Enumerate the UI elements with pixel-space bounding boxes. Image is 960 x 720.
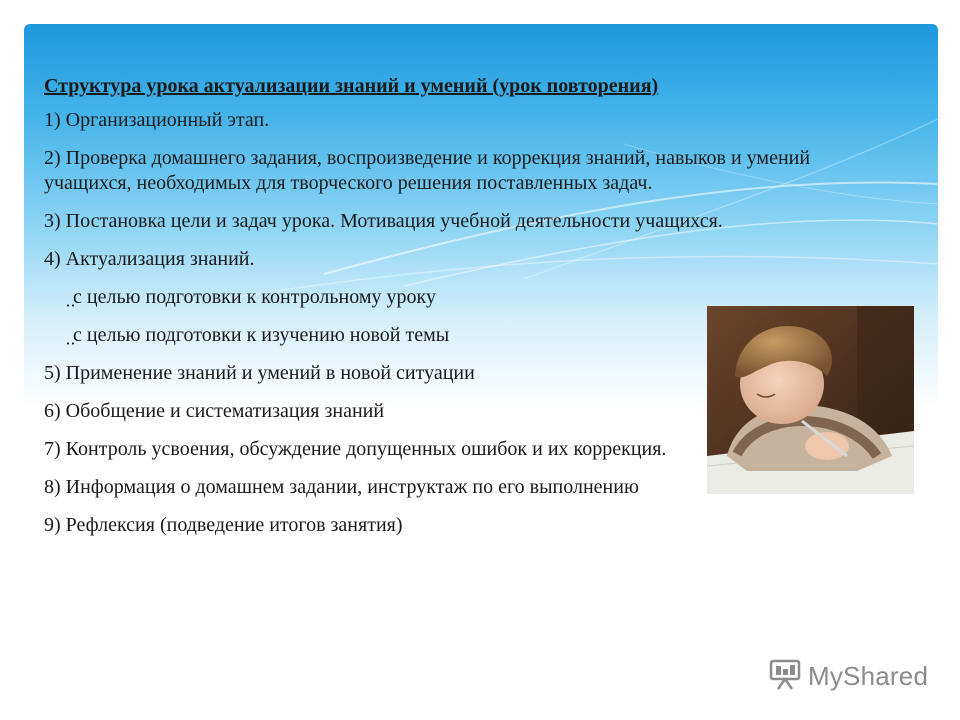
list-item-2: 2) Проверка домашнего задания, воспроизведение и коррекция знаний, навыков и умений учащихся, необходимых для творческого решения поставленных задач. bbox=[44, 147, 811, 194]
watermark-text: MyShared bbox=[808, 660, 929, 691]
presentation-icon bbox=[768, 657, 802, 696]
child-writing-photo bbox=[707, 306, 914, 494]
list-item-8: 8) Информация о домашнем задании, инструктаж по его выполнению bbox=[44, 476, 639, 498]
list-item-1: 1) Организационный этап. bbox=[44, 109, 270, 131]
watermark-logo bbox=[768, 658, 928, 694]
list-item-5: 5) Применение знаний и умений в новой ситуации bbox=[44, 362, 475, 384]
list-item-3: 3) Постановка цели и задач урока. Мотивация учебной деятельности учащихся. bbox=[44, 210, 723, 232]
list-item-7: 7) Контроль усвоения, обсуждение допущенных ошибок и их коррекция. bbox=[44, 438, 667, 460]
list-item-6: 6) Обобщение и систематизация знаний bbox=[44, 400, 385, 422]
sub-item-1: ̣ ̣с целью подготовки к контрольному уроку bbox=[68, 286, 436, 308]
slide-title: Структура урока актуализации знаний и умений (урок повторения) bbox=[44, 75, 659, 97]
list-item-4: 4) Актуализация знаний. bbox=[44, 248, 255, 270]
sub-item-2: ̣ ̣с целью подготовки к изучению новой темы bbox=[68, 324, 450, 346]
list-item-9: 9) Рефлексия (подведение итогов занятия) bbox=[44, 514, 403, 536]
